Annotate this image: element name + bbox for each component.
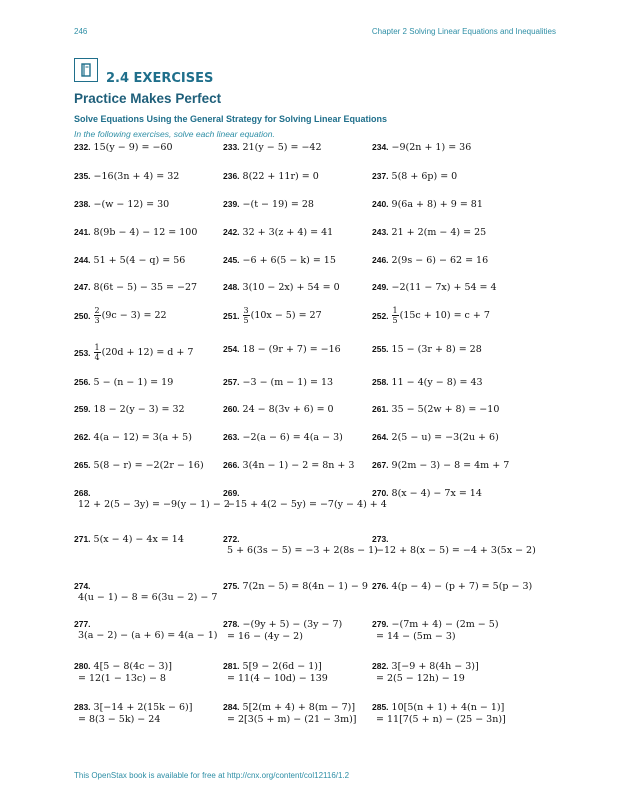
exercise-260 bbox=[223, 403, 334, 416]
exercise-equation: 5(8 + 6p) = 0 bbox=[391, 171, 458, 182]
exercise-equation: 24 − 8(3v + 6) = 0 bbox=[242, 404, 334, 415]
exercise-239 bbox=[223, 198, 314, 211]
exercise-equation: 3[−9 + 8(4h − 3)] bbox=[391, 661, 479, 672]
exercise-equation: 7(2n − 5) = 8(4n − 1) − 9 bbox=[242, 581, 368, 592]
exercise-267 bbox=[372, 459, 509, 472]
exercise-number: 281. bbox=[223, 661, 240, 671]
exercise-255 bbox=[372, 343, 482, 356]
exercise-equation-cont: = 8(3 − 5k) − 24 bbox=[78, 714, 161, 725]
exercise-number: 236. bbox=[223, 171, 240, 181]
exercise-number: 280. bbox=[74, 661, 91, 671]
exercise-number: 254. bbox=[223, 344, 240, 354]
exercise-equation: 10[5(n + 1) + 4(n − 1)] bbox=[391, 702, 505, 713]
exercise-number: 269. bbox=[223, 488, 240, 498]
exercise-278 bbox=[223, 618, 342, 643]
exercise-equation: 3(4n − 1) − 2 = 8n + 3 bbox=[242, 460, 355, 471]
exercise-236 bbox=[223, 170, 319, 183]
exercise-number: 233. bbox=[223, 142, 240, 152]
exercise-equation: −(9y + 5) − (3y − 7) bbox=[242, 619, 343, 630]
exercise-275 bbox=[223, 580, 368, 593]
exercise-equation: 2(5 − u) = −3(2u + 6) bbox=[391, 432, 499, 443]
exercise-number: 268. bbox=[74, 488, 91, 498]
exercise-equation: 5 + 6(3s − 5) = −3 + 2(8s − 1) bbox=[227, 545, 378, 556]
exercise-equation: 35 − 5(2w + 8) = −10 bbox=[391, 404, 500, 415]
exercise-272 bbox=[223, 533, 378, 557]
exercise-equation: 8(x − 4) − 7x = 14 bbox=[391, 488, 482, 499]
exercise-277 bbox=[74, 618, 217, 642]
exercise-equation-cont: = 16 − (4y − 2) bbox=[227, 631, 303, 642]
exercise-246 bbox=[372, 254, 488, 267]
exercise-237 bbox=[372, 170, 457, 183]
exercise-276 bbox=[372, 580, 532, 593]
exercise-equation: 18 − (9r + 7) = −16 bbox=[242, 344, 341, 355]
exercise-equation-cont: = 2[3(5 + m) − (21 − 3m)] bbox=[227, 714, 357, 725]
exercise-279 bbox=[372, 618, 499, 643]
exercise-equation: 8(6t − 5) − 35 = −27 bbox=[93, 282, 198, 293]
fraction-numerator: 1 bbox=[392, 306, 398, 315]
exercise-number: 249. bbox=[372, 282, 389, 292]
exercise-equation: 21(y − 5) = −42 bbox=[242, 142, 322, 153]
exercise-number: 246. bbox=[372, 255, 389, 265]
exercise-number: 239. bbox=[223, 199, 240, 209]
exercise-258 bbox=[372, 376, 483, 389]
exercise-equation: (20d + 12) = d + 7 bbox=[101, 346, 194, 358]
exercise-number: 260. bbox=[223, 404, 240, 414]
exercise-equation: 5[2(m + 4) + 8(m − 7)] bbox=[242, 702, 356, 713]
exercise-equation-cont: = 14 − (5m − 3) bbox=[376, 631, 456, 642]
exercise-235 bbox=[74, 170, 179, 183]
exercise-232 bbox=[74, 141, 173, 154]
exercise-equation: (9c − 3) = 22 bbox=[101, 309, 167, 321]
exercise-number: 279. bbox=[372, 619, 389, 629]
exercise-283 bbox=[74, 701, 192, 726]
exercise-number: 238. bbox=[74, 199, 91, 209]
exercise-number: 245. bbox=[223, 255, 240, 265]
exercise-number: 257. bbox=[223, 377, 240, 387]
fraction-numerator: 2 bbox=[94, 306, 100, 315]
exercise-equation: 32 + 3(z + 4) = 41 bbox=[242, 227, 334, 238]
exercise-274 bbox=[74, 580, 217, 604]
exercise-number: 277. bbox=[74, 619, 91, 629]
exercise-number: 271. bbox=[74, 534, 91, 544]
footer: This OpenStax book is available for free at http://cnx.org/content/col12116/1.2 bbox=[74, 771, 350, 780]
exercise-number: 283. bbox=[74, 702, 91, 712]
exercise-263 bbox=[223, 431, 343, 444]
exercise-equation: −16(3n + 4) = 32 bbox=[93, 171, 180, 182]
exercise-259 bbox=[74, 403, 185, 416]
fraction-denominator: 4 bbox=[94, 353, 100, 362]
exercise-equation: 11 − 4(y − 8) = 43 bbox=[391, 377, 483, 388]
exercise-number: 242. bbox=[223, 227, 240, 237]
exercise-equation: 51 + 5(4 − q) = 56 bbox=[93, 255, 186, 266]
exercise-280 bbox=[74, 660, 172, 685]
exercise-equation: 4[5 − 8(4c − 3)] bbox=[93, 661, 172, 672]
exercise-equation: 9(6a + 8) + 9 = 81 bbox=[391, 199, 483, 210]
exercise-number: 284. bbox=[223, 702, 240, 712]
exercise-equation: (15c + 10) = c + 7 bbox=[399, 309, 490, 321]
fraction bbox=[94, 306, 101, 325]
exercise-number: 276. bbox=[372, 581, 389, 591]
exercise-269 bbox=[223, 487, 387, 511]
exercise-equation: 21 + 2(m − 4) = 25 bbox=[391, 227, 487, 238]
exercise-equation: 3(10 − 2x) + 54 = 0 bbox=[242, 282, 340, 293]
exercise-equation: (10x − 5) = 27 bbox=[250, 309, 322, 321]
strategy-heading: Solve Equations Using the General Strategy for Solving Linear Equations bbox=[74, 114, 388, 124]
exercise-273 bbox=[372, 533, 536, 557]
exercise-number: 278. bbox=[223, 619, 240, 629]
exercise-256 bbox=[74, 376, 173, 389]
fraction-numerator: 1 bbox=[94, 343, 100, 352]
exercise-257 bbox=[223, 376, 333, 389]
exercise-244 bbox=[74, 254, 185, 267]
exercise-254 bbox=[223, 343, 341, 356]
exercise-number: 266. bbox=[223, 460, 240, 470]
exercise-253 bbox=[74, 343, 193, 362]
exercise-241 bbox=[74, 226, 197, 239]
exercise-equation-cont: = 2(5 − 12h) − 19 bbox=[376, 673, 465, 684]
exercise-251 bbox=[223, 306, 322, 325]
exercise-number: 232. bbox=[74, 142, 91, 152]
exercise-equation: −3 − (m − 1) = 13 bbox=[242, 377, 334, 388]
exercise-equation-cont: = 11[7(5 + n) − (25 − 3n)] bbox=[376, 714, 506, 725]
exercise-248 bbox=[223, 281, 340, 294]
exercise-number: 282. bbox=[372, 661, 389, 671]
exercise-number: 285. bbox=[372, 702, 389, 712]
exercise-number: 251. bbox=[223, 310, 240, 321]
exercise-equation: 3(a − 2) − (a + 6) = 4(a − 1) bbox=[78, 630, 218, 641]
chapter-title: Chapter 2 Solving Linear Equations and Inequalities bbox=[371, 27, 556, 36]
exercise-285 bbox=[372, 701, 506, 726]
exercise-number: 259. bbox=[74, 404, 91, 414]
exercise-equation-cont: = 12(1 − 13c) − 8 bbox=[78, 673, 166, 684]
exercise-equation: 15 − (3r + 8) = 28 bbox=[391, 344, 482, 355]
section-title: 2.4 EXERCISES bbox=[106, 71, 214, 86]
exercise-equation: 5 − (n − 1) = 19 bbox=[93, 377, 174, 388]
exercise-number: 272. bbox=[223, 534, 240, 544]
subheading: Practice Makes Perfect bbox=[74, 91, 222, 106]
exercise-equation: 12 + 2(5 − 3y) = −9(y − 1) − 2 bbox=[78, 499, 230, 510]
exercise-247 bbox=[74, 281, 197, 294]
exercise-271 bbox=[74, 533, 184, 546]
exercise-240 bbox=[372, 198, 483, 211]
exercise-equation-cont: = 11(4 − 10d) − 139 bbox=[227, 673, 328, 684]
exercise-243 bbox=[372, 226, 486, 239]
exercise-equation: −6 + 6(5 − k) = 15 bbox=[242, 255, 336, 266]
exercise-equation: −(7m + 4) − (2m − 5) bbox=[391, 619, 499, 630]
exercise-265 bbox=[74, 459, 204, 472]
exercise-equation: 8(22 + 11r) = 0 bbox=[242, 171, 319, 182]
fraction-numerator: 3 bbox=[243, 306, 249, 315]
exercise-284 bbox=[223, 701, 357, 726]
exercise-number: 256. bbox=[74, 377, 91, 387]
exercise-number: 264. bbox=[372, 432, 389, 442]
exercise-number: 250. bbox=[74, 310, 91, 321]
notebook-icon bbox=[74, 58, 98, 82]
exercise-245 bbox=[223, 254, 336, 267]
exercise-261 bbox=[372, 403, 499, 416]
fraction-denominator: 5 bbox=[243, 316, 249, 325]
exercise-252 bbox=[372, 306, 490, 325]
instruction: In the following exercises, solve each linear equation. bbox=[74, 129, 275, 139]
exercise-number: 255. bbox=[372, 344, 389, 354]
exercise-number: 263. bbox=[223, 432, 240, 442]
exercise-equation: 5(x − 4) − 4x = 14 bbox=[93, 534, 184, 545]
exercise-number: 247. bbox=[74, 282, 91, 292]
exercise-equation: −(w − 12) = 30 bbox=[93, 199, 170, 210]
exercise-264 bbox=[372, 431, 499, 444]
exercise-262 bbox=[74, 431, 192, 444]
exercise-equation: 2(9s − 6) − 62 = 16 bbox=[391, 255, 489, 266]
exercise-number: 237. bbox=[372, 171, 389, 181]
exercise-266 bbox=[223, 459, 354, 472]
exercise-equation: −2(a − 6) = 4(a − 3) bbox=[242, 432, 343, 443]
fraction bbox=[392, 306, 399, 325]
exercise-281 bbox=[223, 660, 328, 685]
exercise-number: 273. bbox=[372, 534, 389, 544]
fraction-denominator: 3 bbox=[94, 316, 100, 325]
exercise-number: 243. bbox=[372, 227, 389, 237]
exercise-234 bbox=[372, 141, 471, 154]
fraction bbox=[243, 306, 250, 325]
exercise-number: 253. bbox=[74, 347, 91, 358]
exercise-number: 274. bbox=[74, 581, 91, 591]
fraction bbox=[94, 343, 101, 362]
page-number: 246 bbox=[74, 27, 88, 36]
exercise-238 bbox=[74, 198, 169, 211]
exercise-number: 275. bbox=[223, 581, 240, 591]
exercise-equation: 5[9 − 2(6d − 1)] bbox=[242, 661, 322, 672]
exercise-number: 252. bbox=[372, 310, 389, 321]
exercise-249 bbox=[372, 281, 497, 294]
exercise-number: 234. bbox=[372, 142, 389, 152]
exercise-equation: −15 + 4(2 − 5y) = −7(y − 4) + 4 bbox=[227, 499, 387, 510]
exercise-equation: 4(u − 1) − 8 = 6(3u − 2) − 7 bbox=[78, 592, 218, 603]
exercise-equation: 4(p − 4) − (p + 7) = 5(p − 3) bbox=[391, 581, 533, 592]
exercise-number: 235. bbox=[74, 171, 91, 181]
exercise-number: 244. bbox=[74, 255, 91, 265]
exercise-250 bbox=[74, 306, 167, 325]
exercise-number: 248. bbox=[223, 282, 240, 292]
fraction-denominator: 5 bbox=[392, 316, 398, 325]
exercise-number: 241. bbox=[74, 227, 91, 237]
exercise-270 bbox=[372, 487, 482, 500]
exercise-equation: 5(8 − r) = −2(2r − 16) bbox=[93, 460, 204, 471]
exercise-equation: −9(2n + 1) = 36 bbox=[391, 142, 472, 153]
exercise-number: 240. bbox=[372, 199, 389, 209]
exercise-233 bbox=[223, 141, 322, 154]
exercise-number: 262. bbox=[74, 432, 91, 442]
exercise-equation: 4(a − 12) = 3(a + 5) bbox=[93, 432, 192, 443]
exercise-equation: −12 + 8(x − 5) = −4 + 3(5x − 2) bbox=[376, 545, 536, 556]
exercise-equation: 8(9b − 4) − 12 = 100 bbox=[93, 227, 198, 238]
exercise-equation: −2(11 − 7x) + 54 = 4 bbox=[391, 282, 497, 293]
exercise-equation: −(t − 19) = 28 bbox=[242, 199, 314, 210]
exercise-equation: 15(y − 9) = −60 bbox=[93, 142, 173, 153]
exercise-equation: 18 − 2(y − 3) = 32 bbox=[93, 404, 185, 415]
exercise-282 bbox=[372, 660, 479, 685]
exercise-equation: 9(2m − 3) − 8 = 4m + 7 bbox=[391, 460, 510, 471]
exercise-number: 267. bbox=[372, 460, 389, 470]
exercise-number: 258. bbox=[372, 377, 389, 387]
exercise-242 bbox=[223, 226, 333, 239]
exercise-number: 270. bbox=[372, 488, 389, 498]
exercise-number: 261. bbox=[372, 404, 389, 414]
exercise-number: 265. bbox=[74, 460, 91, 470]
exercise-equation: 3[−14 + 2(15k − 6)] bbox=[93, 702, 193, 713]
exercise-268 bbox=[74, 487, 230, 511]
